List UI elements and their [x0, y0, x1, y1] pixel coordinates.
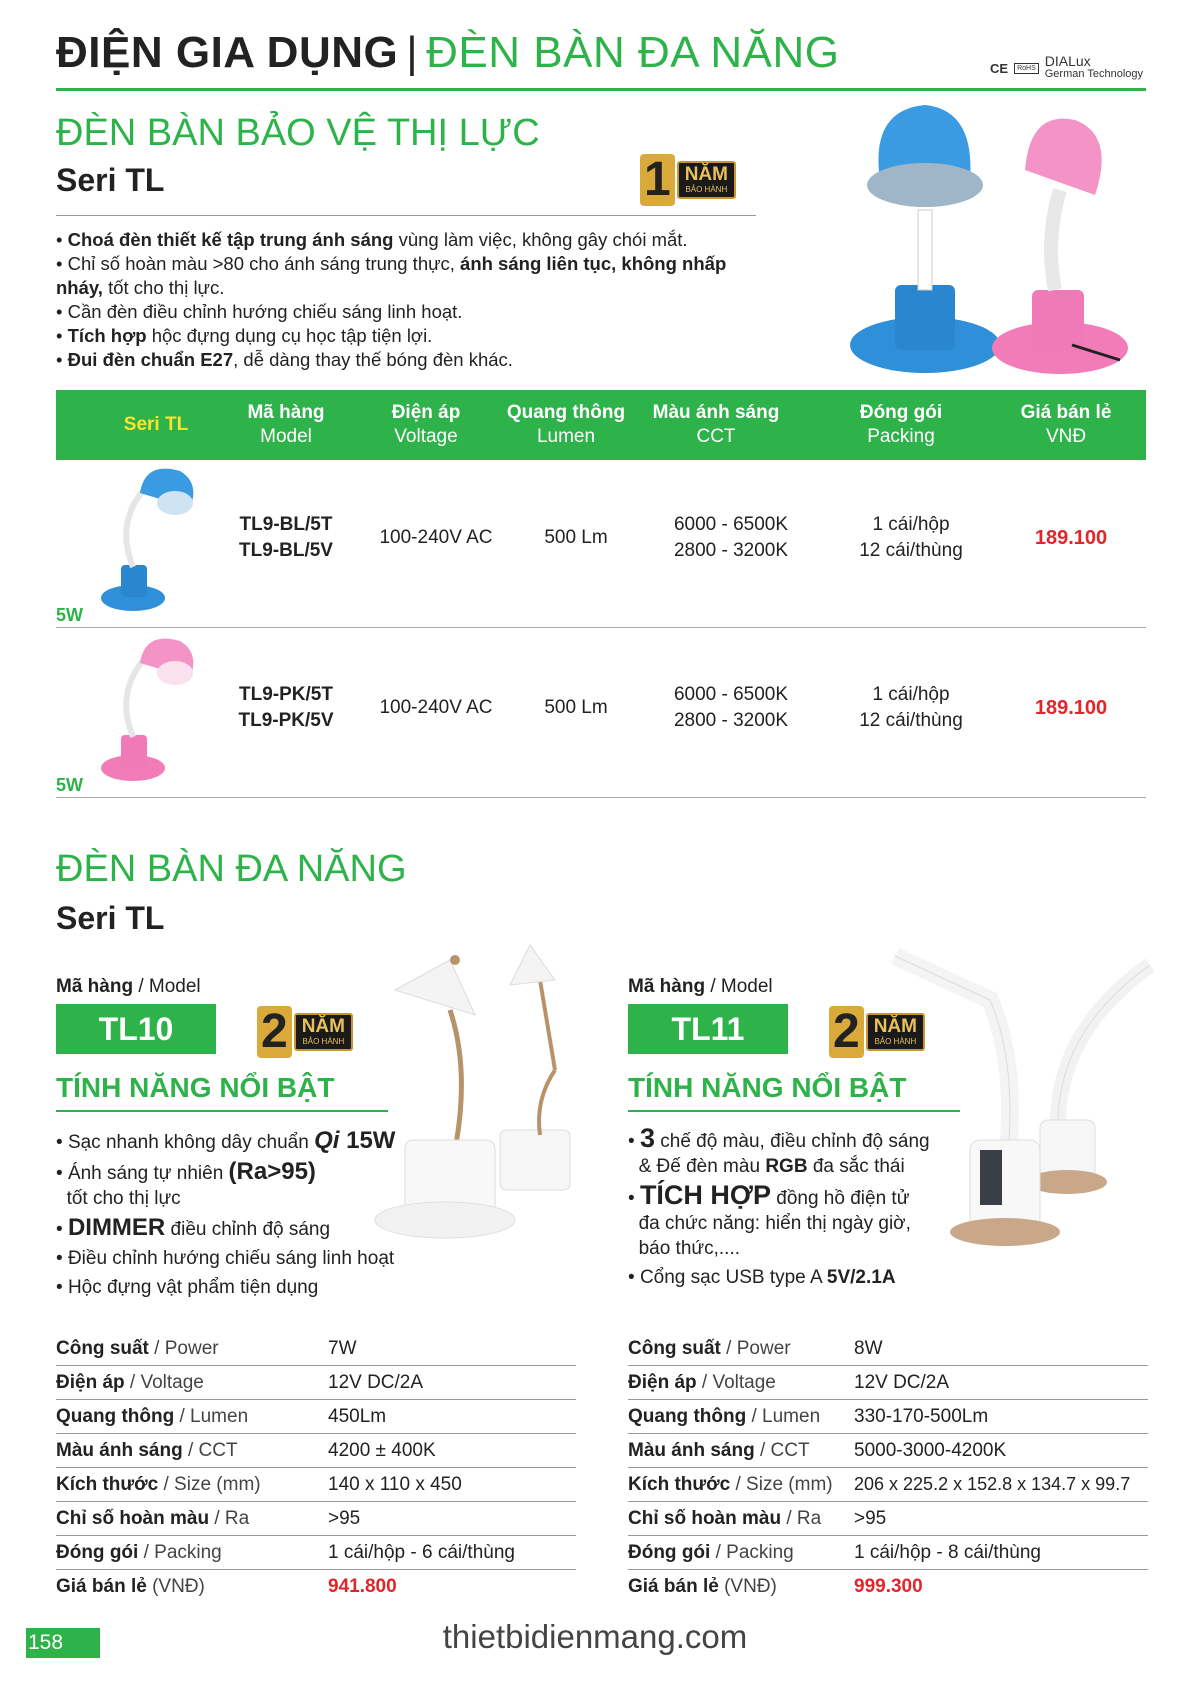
section1-divider [56, 215, 756, 216]
feature-item: • DIMMER điều chỉnh độ sáng [56, 1214, 331, 1241]
table-cell-voltage: 100-240V AC [379, 527, 493, 548]
spec-row: Màu ánh sáng / CCT 5000-3000-4200K [628, 1434, 1148, 1468]
warranty-label: NĂM BẢO HÀNH [677, 161, 736, 199]
spec-table-tl11 [628, 1332, 1148, 1604]
warranty-label: NĂM BẢO HÀNH [866, 1013, 925, 1051]
spec-row: Quang thông / Lumen 450Lm [56, 1400, 576, 1434]
feature-item: • Điều chỉnh hướng chiếu sáng linh hoạt [56, 1248, 395, 1269]
section1-bullets [56, 228, 756, 372]
model-label: Mã hàng / Model [56, 976, 201, 997]
warranty-years: 1 [640, 154, 675, 206]
tl10-lamp-image [375, 950, 575, 1250]
warranty-label: NĂM BẢO HÀNH [294, 1013, 353, 1051]
title-sub: ĐÈN BÀN ĐA NĂNG [426, 28, 840, 77]
ce-mark: CE [990, 60, 1009, 76]
hero-lamps-image [840, 100, 1160, 385]
spec-row: Đóng gói / Packing 1 cái/hộp - 6 cái/thùng [56, 1536, 576, 1570]
section1-seri: Seri TL [56, 162, 165, 198]
th-voltage: Điện áp Voltage [391, 402, 461, 447]
th-cct: Màu ánh sáng CCT [652, 402, 780, 447]
spec-row: Chỉ số hoàn màu / Ra >95 [56, 1502, 576, 1536]
bullet-item: • Đui đèn chuẩn E27, dễ dàng thay thế bóng đèn khác. [56, 349, 513, 370]
th-lumen: Quang thông Lumen [506, 402, 626, 447]
feature-item: • TÍCH HỢP đồng hồ điện tử đa chức năng: hiển thị ngày giờ, báo thức,.... [628, 1180, 911, 1259]
page-title [56, 28, 840, 78]
price-value: 941.800 [328, 1576, 397, 1597]
warranty-years: 2 [829, 1006, 864, 1058]
dialux-text: DIALux [1044, 53, 1091, 69]
lamp-thumbnail-blue [95, 463, 205, 613]
bullet-item: • Cần đèn điều chỉnh hướng chiếu sáng linh hoạt. [56, 301, 463, 322]
spec-row: Giá bán lẻ (VNĐ) 999.300 [628, 1576, 923, 1597]
feature-item: • 3 chế độ màu, điều chỉnh độ sáng & Đế đèn màu RGB đa sắc thái [628, 1123, 930, 1177]
table-cell-lumen: 500 Lm [544, 527, 608, 548]
row-divider [56, 797, 1146, 798]
row-divider [56, 627, 1146, 628]
lamp-thumbnail-pink [95, 633, 205, 783]
bullet-item: • Choá đèn thiết kế tập trung ánh sáng vùng làm việc, không gây chói mắt. [56, 229, 688, 250]
th-price: Giá bán lẻ VNĐ [1020, 402, 1112, 447]
spec-table-tl10 [56, 1332, 576, 1604]
header-divider [56, 88, 1146, 91]
spec-row: Giá bán lẻ (VNĐ) 941.800 [56, 1576, 397, 1597]
model-label: Mã hàng / Model [628, 976, 773, 997]
table-cell-packing: 1 cái/hộp 12 cái/thùng [859, 514, 963, 561]
table-cell-model: TL9-BL/5T TL9-BL/5V [239, 514, 333, 561]
website-watermark: thietbidienmang.com [442, 1618, 748, 1655]
feature-divider [56, 1110, 388, 1112]
section2-title: ĐÈN BÀN ĐA NĂNG [56, 848, 407, 890]
feature-list-tl11 [628, 1123, 968, 1294]
spec-row: Kích thước / Size (mm) 140 x 110 x 450 [56, 1468, 576, 1502]
warranty-badge-1 [640, 154, 736, 206]
spec-row: Đóng gói / Packing 1 cái/hộp - 8 cái/thùng [628, 1536, 1148, 1570]
th-model: Mã hàng Model [247, 402, 325, 447]
feature-divider [628, 1110, 960, 1112]
th-seri: Seri TL [123, 414, 189, 435]
bullet-item: • Chỉ số hoàn màu >80 cho ánh sáng trung thực, ánh sáng liên tục, không nhấp nháy, tốt cho thị lực. [56, 253, 727, 298]
bullet-item: • Tích hợp hộc đựng dụng cụ học tập tiện lợi. [56, 325, 433, 346]
section1-title: ĐÈN BÀN BẢO VỆ THỊ LỰC [56, 112, 540, 154]
page-number: 158 [26, 1628, 100, 1658]
watt-label: 5W [56, 605, 83, 625]
tl11-lamp-image [950, 950, 1150, 1250]
table-cell-model: TL9-PK/5T TL9-PK/5V [238, 684, 334, 731]
th-packing: Đóng gói Packing [859, 402, 943, 447]
table-header [56, 390, 1146, 460]
table-cell-packing: 1 cái/hộp 12 cái/thùng [859, 684, 963, 731]
feature-title: TÍNH NĂNG NỔI BẬT [628, 1072, 907, 1103]
table-cell-voltage: 100-240V AC [379, 697, 493, 718]
feature-item: • Ánh sáng tự nhiên (Ra>95) tốt cho thị lực [56, 1158, 316, 1209]
feature-item: • Sạc nhanh không dây chuẩn Qi 15W [56, 1127, 396, 1154]
spec-row: Công suất / Power 7W [56, 1332, 576, 1366]
table-cell-cct: 6000 - 6500K 2800 - 3200K [673, 684, 789, 731]
price-value: 999.300 [854, 1576, 923, 1597]
spec-row: Kích thước / Size (mm) 206 x 225.2 x 152.8 x 134.7 x 99.7 [628, 1468, 1148, 1502]
qi-icon: Qi [314, 1127, 340, 1154]
model-box-tl10: TL10 [56, 1004, 216, 1054]
spec-row: Màu ánh sáng / CCT 4200 ± 400K [56, 1434, 576, 1468]
warranty-badge-3 [829, 1006, 925, 1058]
model-box-tl11: TL11 [628, 1004, 788, 1054]
watt-label: 5W [56, 775, 83, 795]
title-main: ĐIỆN GIA DỤNG [56, 28, 399, 77]
table-cell-lumen: 500 Lm [544, 697, 608, 718]
table-cell-cct: 6000 - 6500K 2800 - 3200K [673, 514, 789, 561]
rohs-mark: RoHS [1014, 63, 1039, 74]
spec-row: Điện áp / Voltage 12V DC/2A [628, 1366, 1148, 1400]
feature-item: • Hộc đựng vật phẩm tiện dụng [56, 1277, 319, 1298]
title-separator: | [406, 28, 419, 77]
spec-row: Chỉ số hoàn màu / Ra >95 [628, 1502, 1148, 1536]
feature-title: TÍNH NĂNG NỔI BẬT [56, 1072, 335, 1103]
table-cell-price: 189.100 [1034, 527, 1108, 549]
dialux-mark [1044, 53, 1143, 80]
table-cell-price: 189.100 [1034, 697, 1108, 719]
spec-row: Quang thông / Lumen 330-170-500Lm [628, 1400, 1148, 1434]
spec-row: Điện áp / Voltage 12V DC/2A [56, 1366, 576, 1400]
german-tech-text: German Technology [1044, 68, 1143, 80]
spec-row: Công suất / Power 8W [628, 1332, 1148, 1366]
feature-item: • Cổng sạc USB type A 5V/2.1A [628, 1267, 896, 1288]
warranty-badge-2 [257, 1006, 353, 1058]
certifications [990, 53, 1143, 80]
section2-seri: Seri TL [56, 900, 165, 936]
warranty-years: 2 [257, 1006, 292, 1058]
